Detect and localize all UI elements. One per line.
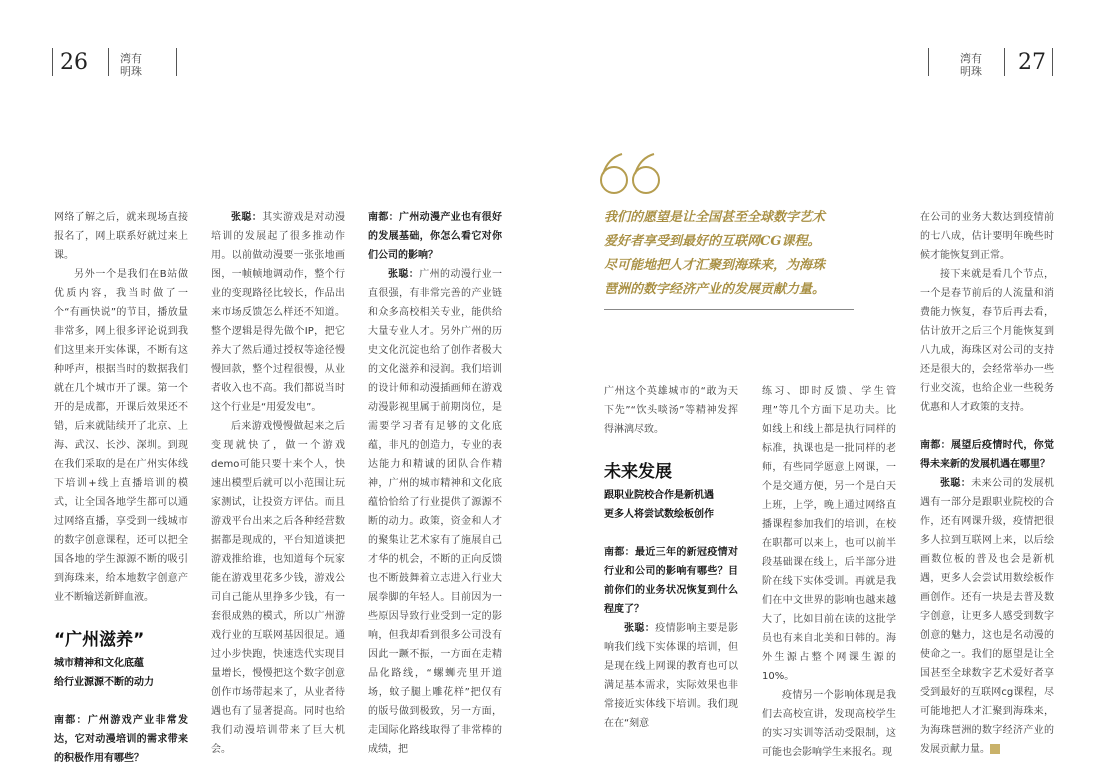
magazine-name-right: 湾有 明珠 bbox=[960, 52, 982, 78]
paragraph: 网络了解之后，就来现场直接报名了，网上联系好就过来上课。 bbox=[54, 212, 188, 261]
section-subtitle: 跟职业院校合作是新机遇 bbox=[604, 490, 714, 501]
article-column-6 bbox=[920, 208, 1054, 759]
magazine-name-left: 湾有 明珠 bbox=[120, 52, 142, 78]
paragraph: 张聪：未来公司的发展机遇有一部分是跟职业院校的合作，还有网课升级，疫情把很多人拉到互联网上来，以后绘画数位板的普及也会是新机遇，更多人会尝试用数绘板作画创作。还有一块是去普及数字创意，让更多人感受到数字创意的魅力，这也是名动漫的使命之一。我们的愿望是让全国甚至全球数字艺术爱好者享受到最好的互联网cg课程，尽可能地把人才汇聚到海珠来，为海珠琶洲的数字经济产业的发展贡献力量。 bbox=[920, 478, 1055, 755]
paragraph: 疫情另一个影响体现是我们去高校宣讲，发现高校学生的实习实训等活动受限制，这可能也会影响学生来报名。现 bbox=[762, 690, 896, 758]
quote-mark-icon bbox=[598, 152, 664, 196]
paragraph: 张聪：疫情影响主要是影响我们线下实体课的培训，但是现在线上网课的教育也可以满足基本需求，实际效果也非常接近实体线下培训。我们现在在“刻意 bbox=[604, 623, 739, 729]
article-column-2 bbox=[211, 208, 345, 759]
paragraph: 另外一个是我们在B站做优质内容，我当时做了一个“有画快说”的节目，播放量非常多，网上很多评论说到我们这里来开实体课，不断有这种呼声，根据当时的数据我们就在几个城市开了课。第一个开的是成都，开课后效果还不错，后来就陆续开了北京、上海、武汉、长沙、深圳。到现在我们采取的是在广州实体线下培训+线上直播培训的模式，让全国各地学生都可以通过网络直播，享受到一线城市的数字创意课程，还可以把全国各地的学生源源不断的吸引到海珠来，给本地数字创意产业不断输送新鲜血液。 bbox=[54, 269, 188, 603]
section-title-future: 未来发展 bbox=[604, 462, 672, 482]
page-number-left: 26 bbox=[60, 50, 88, 75]
speaker-label: 张聪： bbox=[388, 269, 420, 280]
section-subtitle: 更多人将尝试数绘板创作 bbox=[604, 509, 714, 520]
article-column-1 bbox=[54, 208, 188, 768]
article-column-4 bbox=[604, 382, 738, 733]
interview-question: 南都：展望后疫情时代，你觉得未来新的发展机遇在哪里？ bbox=[920, 440, 1054, 470]
speaker-label: 张聪： bbox=[940, 478, 972, 489]
interview-question: 南都：广州游戏产业非常发达，它对动漫培训的需求带来的积极作用有哪些？ bbox=[54, 715, 188, 764]
speaker-label: 张聪： bbox=[231, 212, 263, 223]
right-header-rule-2 bbox=[1004, 48, 1005, 76]
paragraph: 后来游戏慢慢做起来之后变现就快了，做一个游戏demo可能只要十来个人，快速出模型后就可以小范围让玩家测试，让投资方评估。而且游戏平台出来之后各种经营数据都是现成的，平台知道谈把游戏推给谁，也知道每个玩家能在游戏里花多少钱，游戏公司自己能从里挣多少钱，有一套很成熟的模式，所以广州游戏行业的互联网基因很足。通过小步快跑，快速迭代实现目量增长，慢慢把这个数字创意创作市场带起来了，从业者待遇也有了显著提高。同时也给我们动漫培训带来了巨大机会。 bbox=[211, 421, 345, 755]
interview-question: 南都：广州动漫产业也有很好的发展基础，你怎么看它对你们公司的影响？ bbox=[368, 212, 502, 261]
left-header-rule-3 bbox=[176, 48, 177, 76]
section-subtitle: 城市精神和文化底蕴 bbox=[54, 658, 144, 669]
left-header-rule-1 bbox=[52, 48, 53, 76]
paragraph: 练习、即时反馈、学生管理”等几个方面下足功夫。比如线上和线上都是执行同样的标准，执课也是一批同样的老师，有些同学愿意上网课，一个是交通方便，另一个是白天上班，上学，晚上通过网络直播课程参加我们的培训，在校在职都可以来上，也可以前半段基础课在线上，后半部分进阶在线下实体受训。再就是我们在中文世界的影响也越来越大了，比如目前在读的这批学员也有来自北美和日韩的。海外生源占整个网课生源的10%。 bbox=[762, 386, 896, 682]
page-number-right: 27 bbox=[1018, 50, 1046, 75]
interview-question: 南都：最近三年的新冠疫情对行业和公司的影响有哪些？目前你们的业务状况恢复到什么程度了？ bbox=[604, 547, 738, 615]
speaker-label: 张聪： bbox=[624, 623, 656, 634]
pull-quote-divider bbox=[604, 309, 854, 310]
article-column-5 bbox=[762, 382, 896, 762]
section-title-guangzhou: “广州滋养” bbox=[54, 630, 145, 650]
section-subtitle: 给行业源源不断的动力 bbox=[54, 677, 154, 688]
right-header-rule-3 bbox=[1052, 48, 1053, 76]
pull-quote: 我们的愿望是让全国甚至全球数字艺术 爱好者享受到最好的互联网CG课程。 尽可能地把人才汇聚到海珠来，为海珠 琶洲的数字经济产业的发展贡献力量。 bbox=[604, 210, 826, 297]
paragraph: 接下来就是看几个节点，一个是春节前后的人流量和消费能力恢复，春节后再去看，估计放开之后三个月能恢复到八九成，海珠区对公司的支持还是很大的，会经常举办一些行业交流，也给企业一些税务优惠和人才政策的支持。 bbox=[920, 269, 1054, 413]
paragraph: 广州这个英雄城市的“敢为天下先”“饮头啖汤”等精神发挥得淋漓尽致。 bbox=[604, 386, 738, 435]
paragraph: 在公司的业务大数达到疫情前的七八成，估计要明年晚些时候才能恢复到正常。 bbox=[920, 212, 1054, 261]
right-header-rule-1 bbox=[928, 48, 929, 76]
paragraph: 张聪：广州的动漫行业一直很强，有非常完善的产业链和众多高校相关专业，能供给大量专业人才。另外广州的历史文化沉淀也给了创作者极大的文化滋养和浸润。我们培训的设计师和动漫插画师在游戏动漫影视里属于前期岗位，是需要学习者有足够的文化底蕴，非凡的创造力，专业的表达能力和精诚的团队合作精神，广州的城市精神和文化底蕴恰恰给了行业提供了源源不断的动力。政策，资金和人才的聚集让艺术家有了施展自己才华的机会，不断的正向反馈也不断鼓舞着立志进入行业大展拳脚的年轻人。目前因为一些原因导致行业受到一定的影响，但我却看到很多公司没有因此一蹶不振，一方面在走精品化路线，“螺蛳壳里开道场，蚊子腿上雕花样”把仅有的版号做到极致，另一方面，走国际化路线取得了非常棒的成绩，把 bbox=[368, 269, 503, 755]
left-header-rule-2 bbox=[108, 48, 109, 76]
end-mark-icon bbox=[990, 744, 1000, 754]
paragraph: 张聪：其实游戏是对动漫培训的发展起了很多推动作用。以前做动漫要一张张地画图，一帧帧地调动作，整个行业的变现路径比较长，作品出来市场反馈怎么样还不知道。整个逻辑是得先做个IP，把它养大了然后通过授权等途径慢慢回款，整个过程很慢，从业者收入也不高。我们都说当时这个行业是“用爱发电”。 bbox=[211, 212, 346, 413]
article-column-3 bbox=[368, 208, 502, 759]
